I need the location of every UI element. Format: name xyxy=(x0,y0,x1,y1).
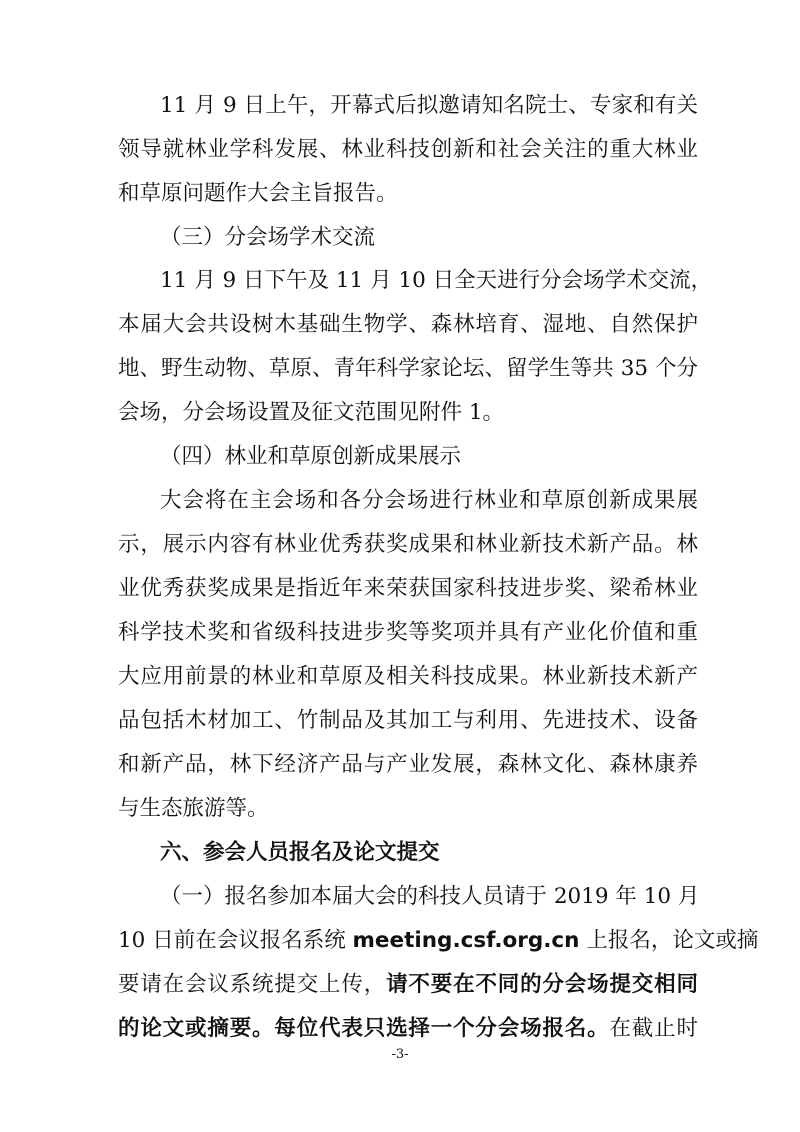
registration-url: meeting.csf.org.cn xyxy=(352,928,580,953)
chapter-heading: 六、参会人员报名及论文提交 xyxy=(160,840,440,865)
paragraph-line: 会场，分会场设置及征文范围见附件 1。 xyxy=(118,400,505,425)
paragraph-line: 和草原问题作大会主旨报告。 xyxy=(118,181,398,206)
line-text-normal: 在截止时 xyxy=(609,1016,698,1041)
paragraph-line: 11 月 9 日下午及 11 月 10 日全天进行分会场学术交流， xyxy=(160,268,713,293)
paragraph-line-mixed xyxy=(118,969,698,1001)
section-heading: （四）林业和草原创新成果展示 xyxy=(160,444,462,469)
paragraph-line: 大会将在主会场和各分会场进行林业和草原创新成果展 xyxy=(160,488,698,513)
line-text-after-url: 上报名，论文或摘 xyxy=(579,928,759,953)
paragraph-line: 品包括木材加工、竹制品及其加工与利用、先进技术、设备 xyxy=(118,708,698,733)
paragraph-line-mixed xyxy=(118,1013,698,1045)
paragraph-line: 11 月 9 日上午，开幕式后拟邀请知名院士、专家和有关 xyxy=(160,93,698,118)
paragraph-line: 大应用前景的林业和草原及相关科技成果。林业新技术新产 xyxy=(118,664,698,689)
paragraph-line-with-url xyxy=(118,925,759,957)
line-text-bold: 请不要在不同的分会场提交相同 xyxy=(386,972,698,997)
line-text-bold: 的论文或摘要。每位代表只选择一个分会场报名。 xyxy=(118,1016,610,1041)
page-number: -3- xyxy=(391,1047,409,1062)
paragraph-line: （一）报名参加本届大会的科技人员请于 2019 年 10 月 xyxy=(160,884,700,909)
paragraph-line: 示，展示内容有林业优秀获奖成果和林业新技术新产品。林 xyxy=(118,532,698,557)
paragraph-line: 科学技术奖和省级科技进步奖等奖项并具有产业化价值和重 xyxy=(118,620,698,645)
paragraph-line: 与生态旅游等。 xyxy=(118,796,269,821)
paragraph-line: 领导就林业学科发展、林业科技创新和社会关注的重大林业 xyxy=(118,137,698,162)
line-text-normal: 要请在会议系统提交上传， xyxy=(118,972,387,997)
paragraph-line: 业优秀获奖成果是指近年来荣获国家科技进步奖、梁希林业 xyxy=(118,576,698,601)
paragraph-line: 本届大会共设树木基础生物学、森林培育、湿地、自然保护 xyxy=(118,312,698,337)
section-heading: （三）分会场学术交流 xyxy=(160,225,376,250)
paragraph-line: 和新产品，林下经济产品与产业发展，森林文化、森林康养 xyxy=(118,752,698,777)
paragraph-line: 地、野生动物、草原、青年科学家论坛、留学生等共 35 个分 xyxy=(118,356,698,381)
line-text-before-url: 10 日前在会议报名系统 xyxy=(118,928,353,953)
